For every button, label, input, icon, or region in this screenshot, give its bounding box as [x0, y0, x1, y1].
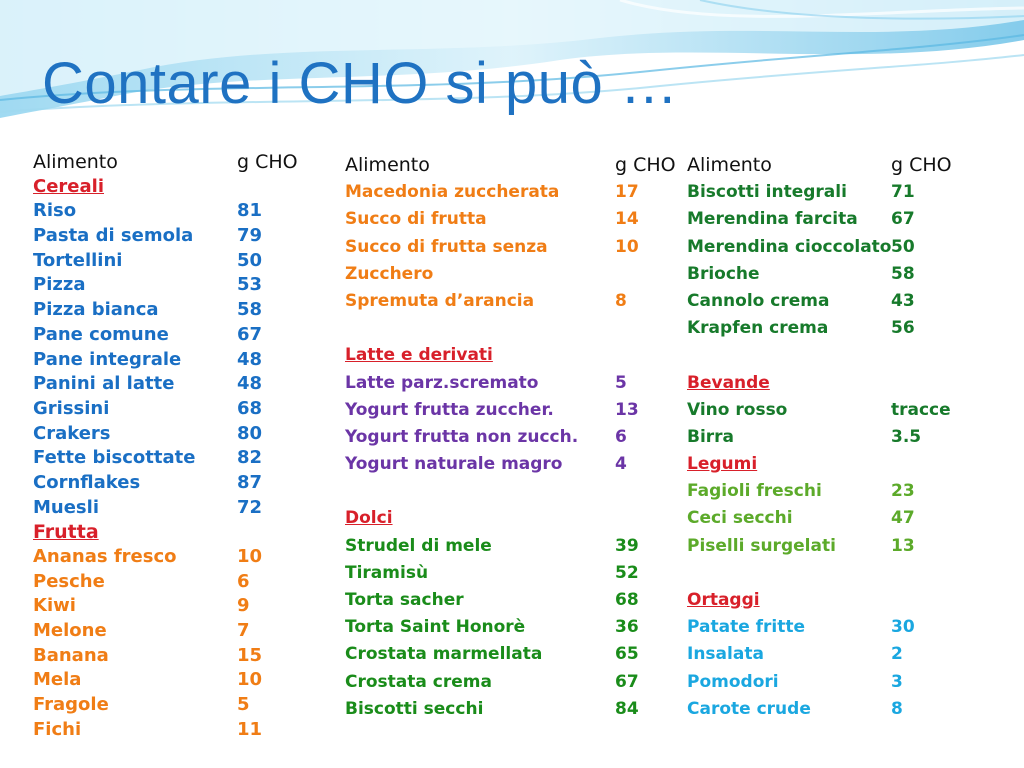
food-row	[33, 199, 318, 224]
food-row	[687, 696, 1017, 723]
food-row	[33, 323, 318, 348]
cho-value: 48	[237, 373, 263, 395]
column-header	[33, 150, 318, 175]
food-row	[345, 641, 665, 668]
food-name: Pomodori	[687, 671, 779, 692]
cho-value: 80	[237, 422, 263, 444]
cho-value: 56	[891, 318, 915, 339]
food-row	[33, 668, 318, 693]
cho-value: 39	[615, 535, 639, 556]
food-row	[687, 505, 1017, 532]
food-name: Succo di frutta	[345, 209, 487, 230]
cho-value: 43	[891, 290, 915, 311]
food-name: Fichi	[33, 718, 82, 740]
food-row	[345, 370, 665, 397]
food-row	[687, 206, 1017, 233]
cho-value: 14	[615, 209, 639, 230]
food-row	[345, 288, 665, 315]
cho-value: 52	[615, 562, 639, 583]
section-label: Dolci	[345, 508, 393, 529]
food-row	[345, 179, 665, 206]
cho-value: 81	[237, 200, 263, 222]
food-row	[33, 249, 318, 274]
food-name: Pane comune	[33, 323, 169, 345]
cho-value: 71	[891, 182, 915, 203]
food-row	[345, 397, 665, 424]
section-label: Latte e derivati	[345, 345, 493, 366]
food-name: Panini al latte	[33, 373, 175, 395]
food-name: Yogurt frutta non zucch.	[345, 426, 579, 447]
food-column-3	[687, 152, 1017, 723]
cho-value: 13	[615, 399, 639, 420]
cho-value: 58	[891, 263, 915, 284]
cho-value: tracce	[891, 399, 951, 420]
food-name: Piselli surgelati	[687, 535, 836, 556]
section-heading	[687, 370, 1017, 397]
food-name: Patate fritte	[687, 617, 806, 638]
food-name: Carote crude	[687, 698, 811, 719]
cho-value: 13	[891, 535, 915, 556]
header-food-label: Alimento	[345, 154, 430, 176]
food-row	[33, 718, 318, 743]
cho-value: 65	[615, 644, 639, 665]
section-heading	[345, 505, 665, 532]
cho-value: 15	[237, 644, 263, 666]
cho-value: 3	[891, 671, 903, 692]
food-name: Fette biscottate	[33, 447, 196, 469]
food-name: Pane integrale	[33, 348, 182, 370]
food-row	[33, 619, 318, 644]
section-label: Frutta	[33, 521, 99, 544]
cho-value: 53	[237, 274, 263, 296]
cho-value: 2	[891, 644, 903, 665]
food-name: Melone	[33, 620, 107, 642]
food-name: Torta sacher	[345, 590, 464, 610]
food-row	[345, 206, 665, 233]
cho-value: 8	[615, 290, 627, 311]
section-label: Cereali	[33, 175, 104, 197]
cho-value: 30	[891, 617, 915, 638]
section-label: Legumi	[687, 454, 758, 475]
food-row	[33, 693, 318, 718]
cho-value: 5	[237, 694, 250, 716]
food-name: Yogurt naturale magro	[345, 454, 563, 475]
cho-value: 87	[237, 471, 263, 493]
section-label: Ortaggi	[687, 590, 760, 610]
food-name: Strudel di mele	[345, 535, 492, 556]
food-name: Mela	[33, 669, 82, 691]
food-row	[33, 422, 318, 447]
food-name: Crostata marmellata	[345, 644, 543, 665]
food-name: Fagioli freschi	[687, 481, 822, 502]
row-spacer	[687, 342, 1017, 369]
cho-value: 36	[615, 617, 639, 638]
food-row	[33, 298, 318, 323]
cho-value: 17	[615, 182, 639, 203]
food-name: Brioche	[687, 263, 760, 284]
food-row	[345, 424, 665, 451]
cho-value: 3.5	[891, 426, 922, 447]
header-cho-label: g CHO	[615, 154, 676, 176]
section-heading	[33, 520, 318, 545]
header-food-label: Alimento	[687, 154, 772, 176]
cho-value: 5	[615, 372, 627, 393]
food-row	[345, 560, 665, 587]
food-row	[687, 533, 1017, 560]
food-name: Crostata crema	[345, 671, 492, 692]
food-row	[33, 372, 318, 397]
food-row	[687, 397, 1017, 424]
slide-title: Contare i CHO si può …	[42, 51, 679, 116]
food-name: Vino rosso	[687, 399, 788, 420]
food-row	[687, 288, 1017, 315]
cho-value: 7	[237, 620, 250, 642]
food-name: Pizza	[33, 274, 86, 296]
food-row	[345, 533, 665, 560]
cho-value: 67	[615, 671, 639, 692]
row-spacer	[687, 560, 1017, 587]
food-row	[33, 545, 318, 570]
food-row	[345, 696, 665, 723]
food-row	[33, 348, 318, 373]
cho-value: 48	[237, 348, 263, 370]
food-row	[33, 471, 318, 496]
food-name: Muesli	[33, 496, 99, 518]
food-name: Macedonia zuccherata	[345, 182, 560, 203]
cho-value: 50	[237, 249, 263, 271]
cho-value: 58	[237, 299, 263, 321]
food-row	[345, 451, 665, 478]
food-name: Pesche	[33, 570, 105, 592]
food-name: Ceci secchi	[687, 508, 793, 529]
food-name: Cannolo crema	[687, 290, 830, 311]
cho-value: 23	[891, 481, 915, 502]
food-name: Yogurt frutta zuccher.	[345, 399, 554, 420]
cho-value: 11	[237, 718, 263, 740]
food-row	[33, 224, 318, 249]
food-row	[345, 614, 665, 641]
row-spacer	[345, 315, 665, 342]
cho-value: 4	[615, 454, 627, 475]
cho-value: 72	[237, 496, 263, 518]
food-name: Fragole	[33, 694, 109, 716]
header-food-label: Alimento	[33, 151, 118, 173]
food-row	[33, 273, 318, 298]
column-header	[687, 152, 1017, 179]
food-name: Merendina farcita	[687, 209, 858, 230]
food-name: Pizza bianca	[33, 299, 159, 321]
food-name: Cornflakes	[33, 471, 141, 493]
food-name: Crakers	[33, 422, 111, 444]
cho-value: 79	[237, 225, 263, 247]
food-row	[687, 641, 1017, 668]
food-name: Pasta di semola	[33, 225, 194, 247]
food-row	[687, 234, 1017, 261]
cho-value: 67	[237, 323, 263, 345]
food-row	[33, 496, 318, 521]
food-name: Merendina cioccolato	[687, 236, 892, 257]
cho-value: 47	[891, 508, 915, 529]
food-name: Tiramisù	[345, 562, 429, 583]
cho-value: 8	[891, 698, 903, 719]
food-row	[33, 594, 318, 619]
section-label: Bevande	[687, 372, 770, 393]
cho-value: 68	[615, 590, 639, 610]
section-heading	[345, 342, 665, 369]
food-row	[687, 669, 1017, 696]
food-name: Riso	[33, 200, 77, 222]
food-name: Zucchero	[345, 263, 434, 284]
section-heading	[33, 175, 318, 200]
food-row	[33, 644, 318, 669]
food-name: Biscotti secchi	[345, 698, 484, 719]
food-row	[687, 424, 1017, 451]
cho-value: 84	[615, 698, 639, 719]
food-name: Krapfen crema	[687, 318, 829, 339]
cho-value: 50	[891, 236, 915, 257]
food-row	[345, 587, 665, 614]
cho-value: 68	[237, 397, 263, 419]
food-row	[345, 669, 665, 696]
food-name: Kiwi	[33, 595, 76, 617]
food-row	[345, 261, 665, 288]
food-row	[687, 261, 1017, 288]
food-name: Insalata	[687, 644, 764, 665]
header-cho-label: g CHO	[891, 154, 952, 176]
food-row	[687, 179, 1017, 206]
food-name: Spremuta d’arancia	[345, 290, 535, 311]
food-row	[687, 614, 1017, 641]
cho-value: 10	[237, 546, 263, 567]
food-row	[345, 234, 665, 261]
cho-value: 67	[891, 209, 915, 230]
food-name: Grissini	[33, 397, 110, 419]
section-heading	[687, 451, 1017, 478]
food-row	[687, 315, 1017, 342]
section-heading	[687, 587, 1017, 614]
food-row	[687, 478, 1017, 505]
food-name: Ananas fresco	[33, 546, 177, 567]
food-column-1	[33, 150, 318, 743]
food-row	[33, 397, 318, 422]
cho-value: 6	[237, 570, 250, 592]
cho-value: 10	[615, 236, 639, 257]
row-spacer	[345, 478, 665, 505]
food-row	[33, 570, 318, 595]
food-name: Birra	[687, 426, 735, 447]
food-name: Biscotti integrali	[687, 182, 847, 203]
food-column-2	[345, 152, 676, 723]
cho-value: 6	[615, 426, 627, 447]
cho-value: 82	[237, 447, 263, 469]
food-name: Torta Saint Honorè	[345, 617, 526, 638]
food-row	[33, 446, 318, 471]
food-name: Tortellini	[33, 249, 123, 271]
cho-value: 10	[237, 669, 263, 691]
food-name: Banana	[33, 644, 109, 666]
food-name: Succo di frutta senza	[345, 236, 548, 257]
food-name: Latte parz.scremato	[345, 372, 539, 393]
header-cho-label: g CHO	[237, 151, 298, 173]
cho-value: 9	[237, 595, 250, 617]
column-header	[345, 152, 676, 179]
